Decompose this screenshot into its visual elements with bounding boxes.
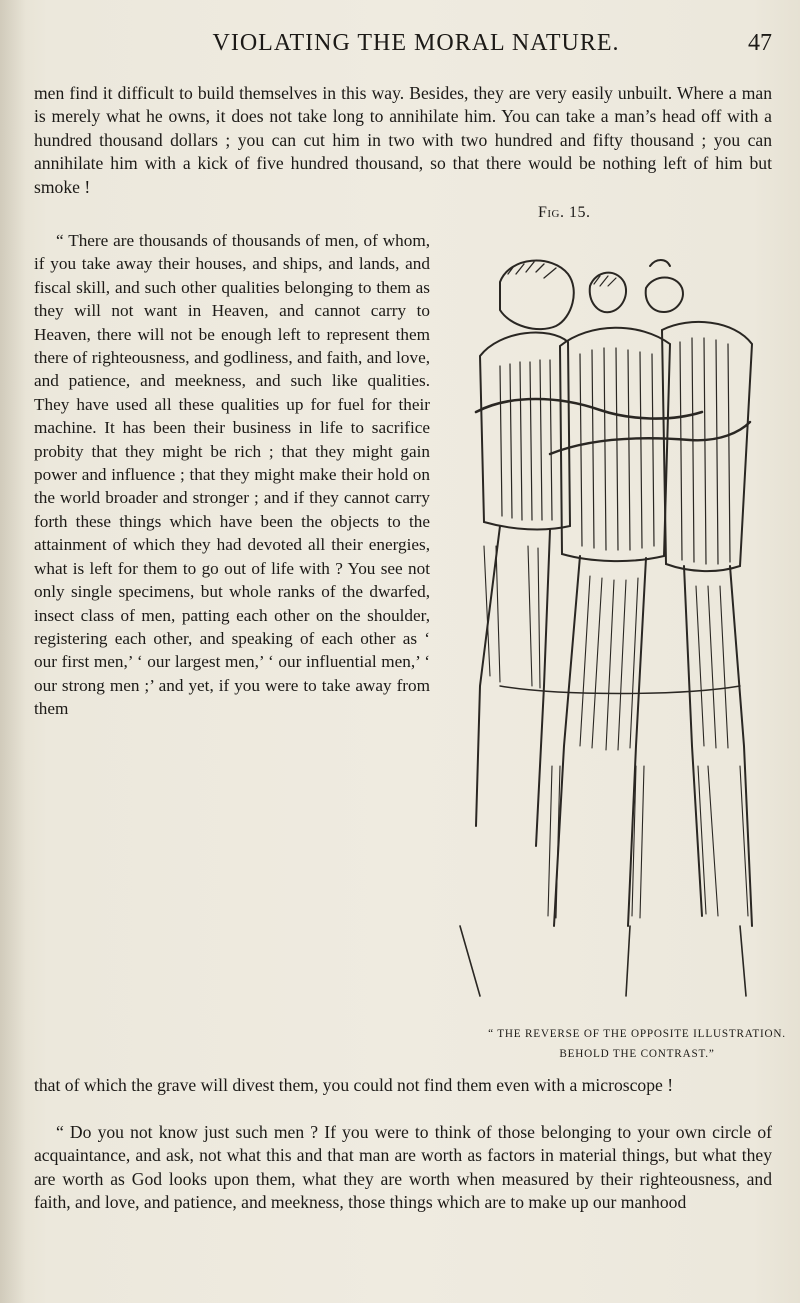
figure-leg-right-1 bbox=[684, 566, 702, 916]
figure-caption: “ THE REVERSE OF THE OPPOSITE ILLUSTRATION. BEHOLD THE CONTRAST.” bbox=[488, 1028, 786, 1060]
paragraph-continued-text: that of which the grave will divest them, you could not find them even with a microscope ! bbox=[34, 1075, 674, 1095]
figure-small-head-top bbox=[650, 260, 670, 266]
paragraph-last-text: “ Do you not know just such men ? If you were to think of those belonging to your own circle of acquaintance, and ask, not what this and that man are worth as factors in material things, but what they are worth as God looks upon them, what they are worth when measured by their righteousness, and faith, and love, and patience, and meekness, those things which are to make up our manhood bbox=[34, 1122, 772, 1213]
figure-head-right bbox=[646, 278, 683, 313]
figure-label: Fig. 15. bbox=[538, 204, 591, 221]
figure-body-right bbox=[662, 322, 752, 571]
paragraph-top-text: men find it difficult to build themselves in this way. Besides, they are very easily unbuilt. Where a man is merely what he owns, it does not take long to annihilate him. You can take a man’s head off with a hundred thousand dollars ; you can cut him in two with two hundred and fifty thousand ; you can annihilate him with a kick of five hundred thousand, so that there would be nothing left of him but smoke ! bbox=[34, 83, 772, 197]
body-paragraph-continued bbox=[34, 1074, 772, 1097]
running-head bbox=[60, 24, 772, 60]
figure-illustration bbox=[440, 226, 780, 1021]
paragraph-column-text: “ There are thousands of thousands of men, of whom, if you take away their houses, and ships, and lands, and fiscal skill, and such other qualities belonging to them as they will not want in Heaven, and cannot carry to Heaven, there will not be enough left to represent them there of righteousness, and godliness, and faith, and love, and patience, and meekness, and such like qualities. They have used all these qualities up for fuel for their machine. It has been their business in life to sacrifice probity that they might be rich ; that they might gain power and influence ; that they might make their hold on the world broader and stronger ; and if they cannot carry forth these things which have been the objects to the attainment of which they had devoted all their energies, what is left for them to go out of life with ? You see not only single specimens, but whole ranks of the dwarfed, insect class of men, patting each other on the shoulder, registering each other, and speaking of each other as ‘ our first men,’ ‘ our largest men,’ ‘ our influential men,’ ‘ our strong men ;’ and yet, if you were to take away from them bbox=[34, 231, 430, 719]
page-number: 47 bbox=[748, 30, 772, 56]
body-column-paragraph bbox=[34, 229, 430, 721]
figure-body-left bbox=[480, 333, 570, 530]
body-paragraph-top bbox=[34, 82, 772, 199]
page-gutter-shadow bbox=[0, 0, 26, 1303]
body-paragraph-last bbox=[34, 1121, 772, 1215]
figure-head-center bbox=[590, 273, 626, 313]
figure-leg-right-2 bbox=[730, 566, 752, 926]
figure-feet bbox=[460, 926, 746, 996]
running-title: VIOLATING THE MORAL NATURE. bbox=[212, 30, 620, 56]
figure-leg-center-1 bbox=[554, 556, 580, 926]
figure-arm-right bbox=[550, 422, 750, 454]
